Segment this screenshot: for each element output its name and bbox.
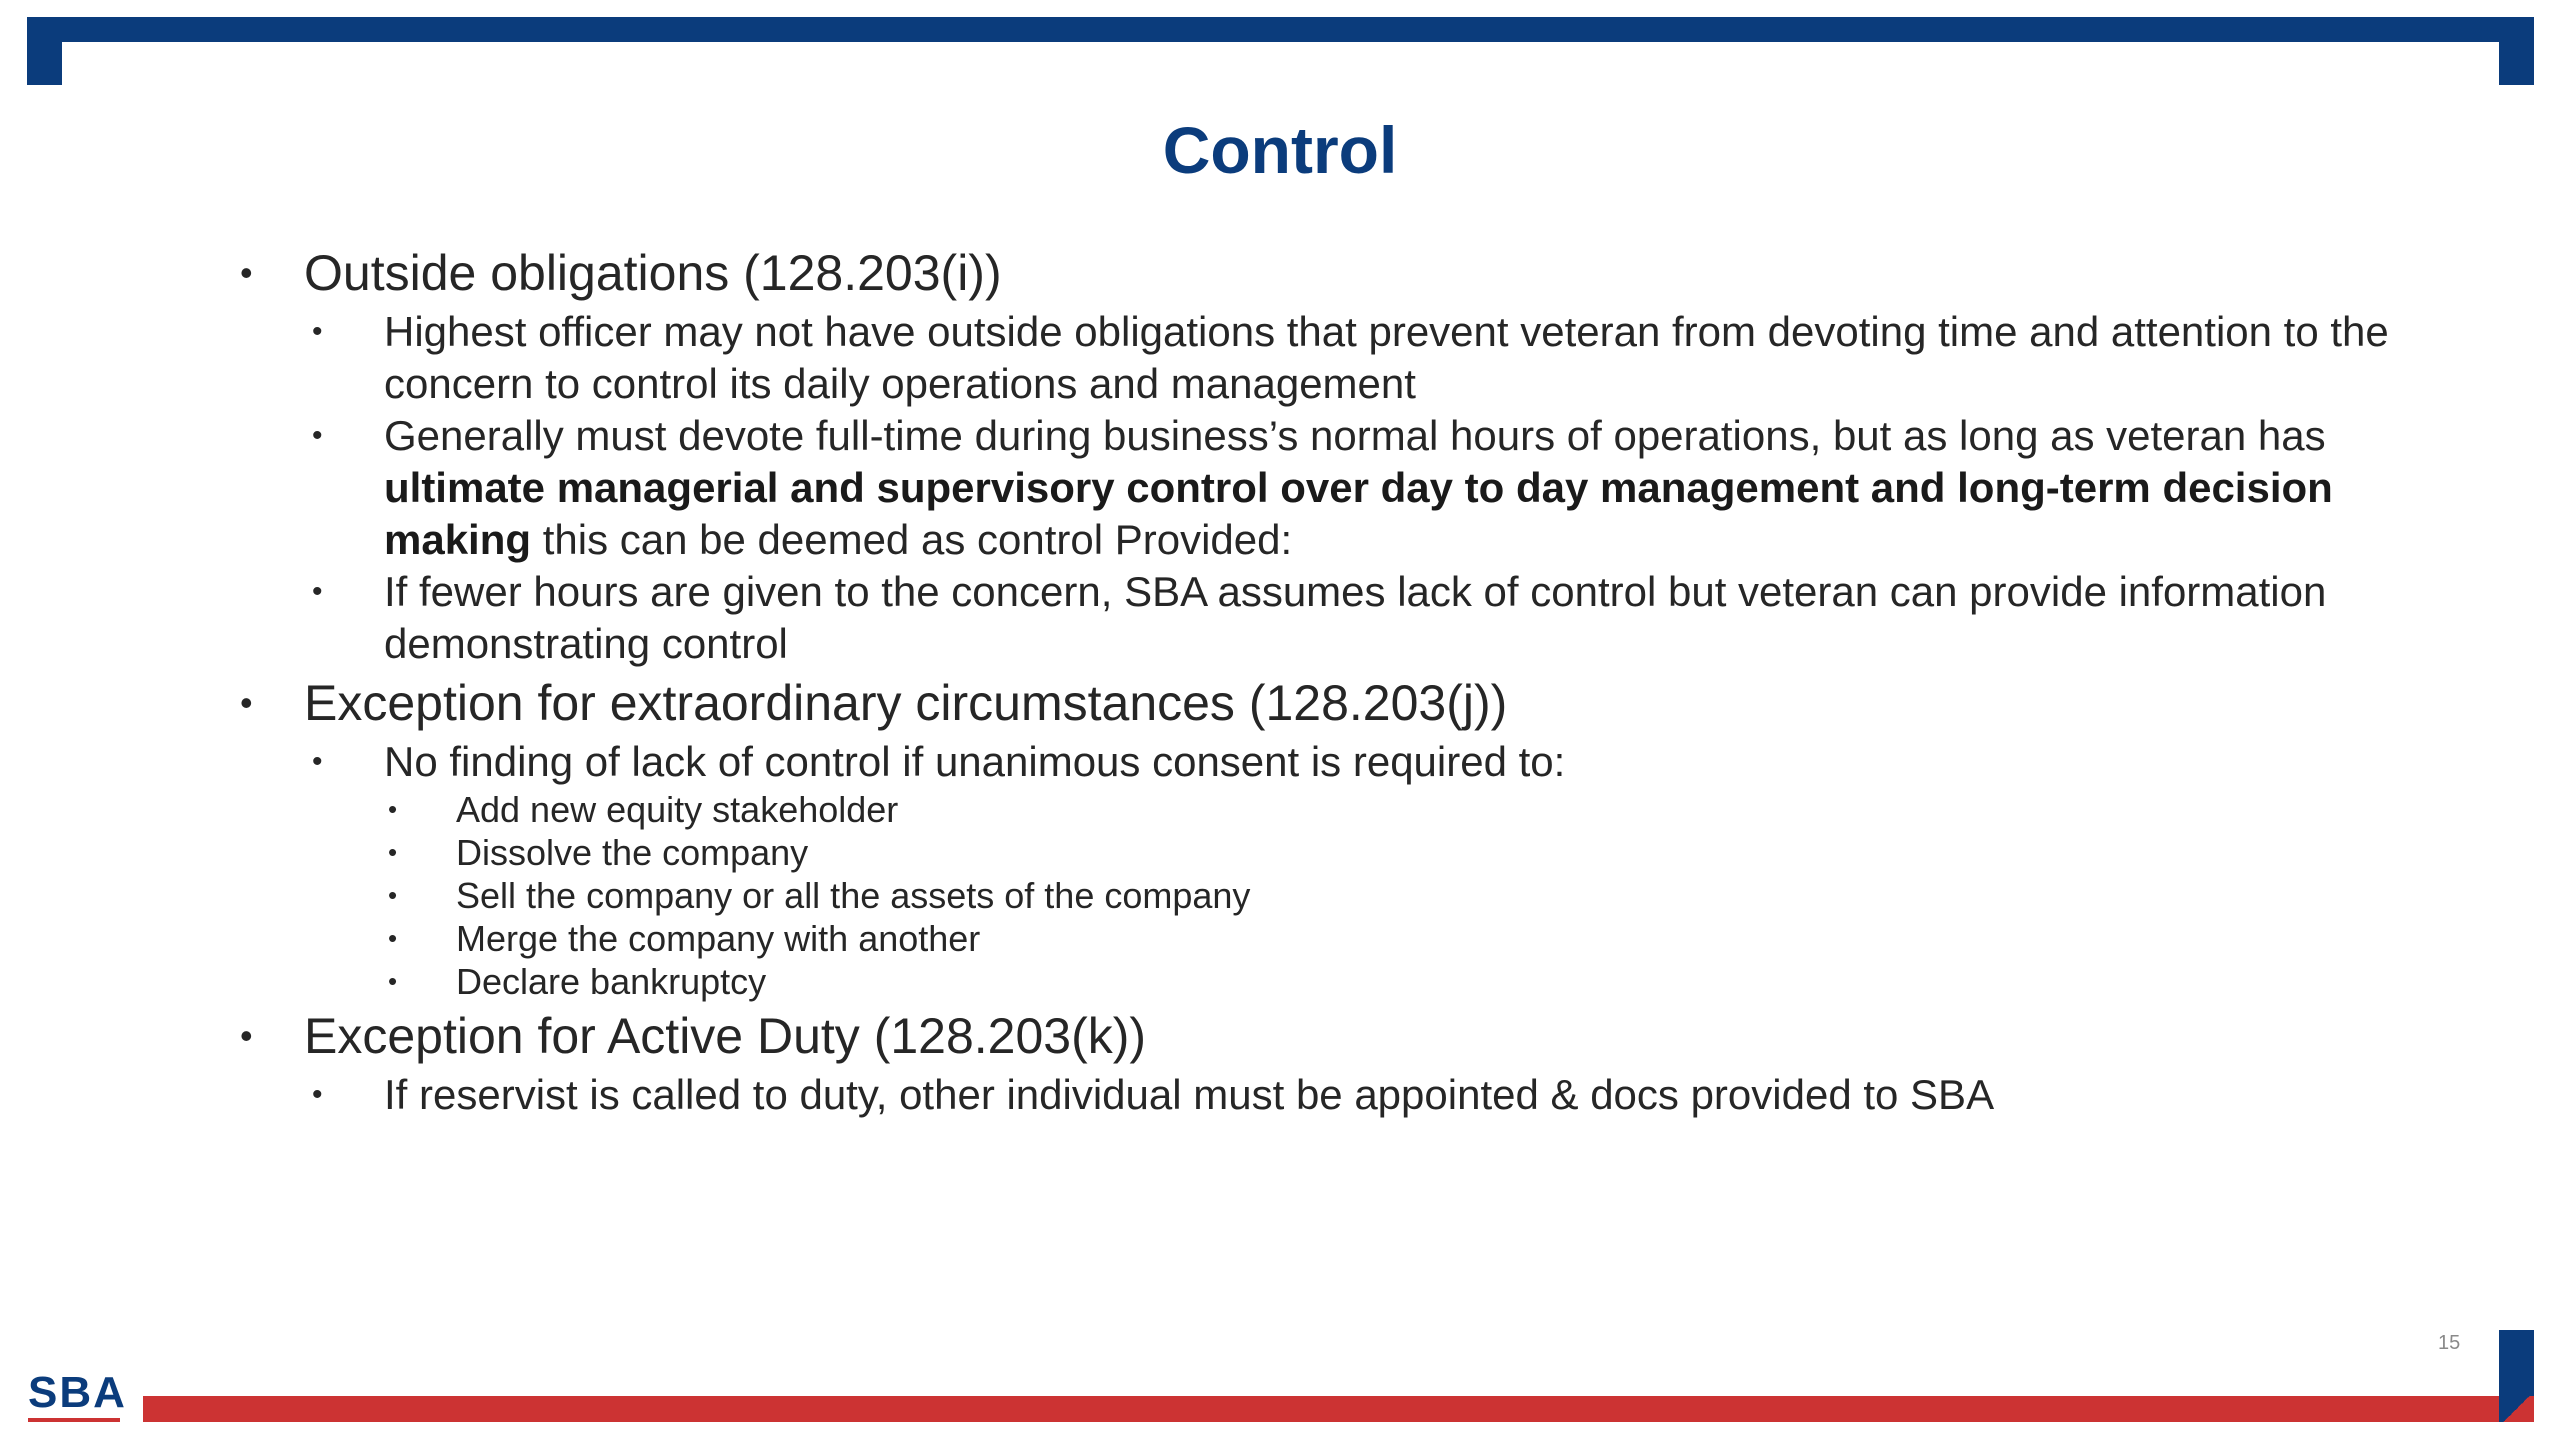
sub-bullet — [312, 410, 2440, 566]
sub-bullet-bold-text: ultimate managerial and supervisory control over day to day management and long-term decision making — [384, 464, 2333, 563]
sub-sub-bullet: • Dissolve the company — [388, 831, 2440, 874]
sub-bullet-text: this can be deemed as control Provided: — [531, 516, 1293, 563]
bullet-text: Exception for extraordinary circumstances (128.203(j)) — [304, 675, 1508, 731]
sub-bullet — [312, 566, 2440, 670]
sba-logo-underline — [28, 1418, 120, 1422]
sub-sub-bullet: • Merge the company with another — [388, 917, 2440, 960]
bullet-list — [240, 240, 2440, 1121]
slide-content — [240, 240, 2440, 1121]
bullet-outside-obligations — [240, 240, 2440, 670]
sub-bullet — [312, 1069, 2440, 1121]
sub-sub-bullet: • Declare bankruptcy — [388, 960, 2440, 1003]
sub-bullet-text: No finding of lack of control if unanimous consent is required to: — [384, 738, 1566, 785]
top-frame-left-post — [27, 17, 62, 85]
sub-bullet — [312, 736, 2440, 1003]
sub-bullet — [312, 306, 2440, 410]
sub-bullet-text: If reservist is called to duty, other individual must be appointed & docs provided to SBA — [384, 1071, 1995, 1118]
bottom-frame-bar — [143, 1396, 2510, 1422]
sub-sub-bullet: • Sell the company or all the assets of the company — [388, 874, 2440, 917]
sba-logo: SBA — [28, 1368, 127, 1417]
bullet-extraordinary-circumstances — [240, 670, 2440, 1003]
bullet-active-duty — [240, 1003, 2440, 1121]
sub-bullet-list — [312, 306, 2440, 670]
sub-bullet-text: Generally must devote full-time during business’s normal hours of operations, but as long as veteran has — [384, 412, 2326, 459]
sub-bullet-text: If fewer hours are given to the concern, SBA assumes lack of control but veteran can provide information demonstrating control — [384, 568, 2327, 667]
top-frame-bar — [27, 17, 2534, 42]
sub-sub-bullet-list — [388, 788, 2440, 1003]
slide-title: Control — [1162, 113, 1398, 187]
bullet-text: Outside obligations (128.203(i)) — [304, 245, 1002, 301]
sub-bullet-list — [312, 736, 2440, 1003]
bullet-text: Exception for Active Duty (128.203(k)) — [304, 1008, 1147, 1064]
top-frame-right-post — [2499, 17, 2534, 85]
sub-bullet-text: Highest officer may not have outside obligations that prevent veteran from devoting time and attention to the concern to control its daily operations and management — [384, 308, 2389, 407]
page-number: 15 — [2438, 1332, 2461, 1354]
sub-sub-bullet: • Add new equity stakeholder — [388, 788, 2440, 831]
bottom-frame-corner — [2499, 1396, 2534, 1422]
sub-bullet-list — [312, 1069, 2440, 1121]
